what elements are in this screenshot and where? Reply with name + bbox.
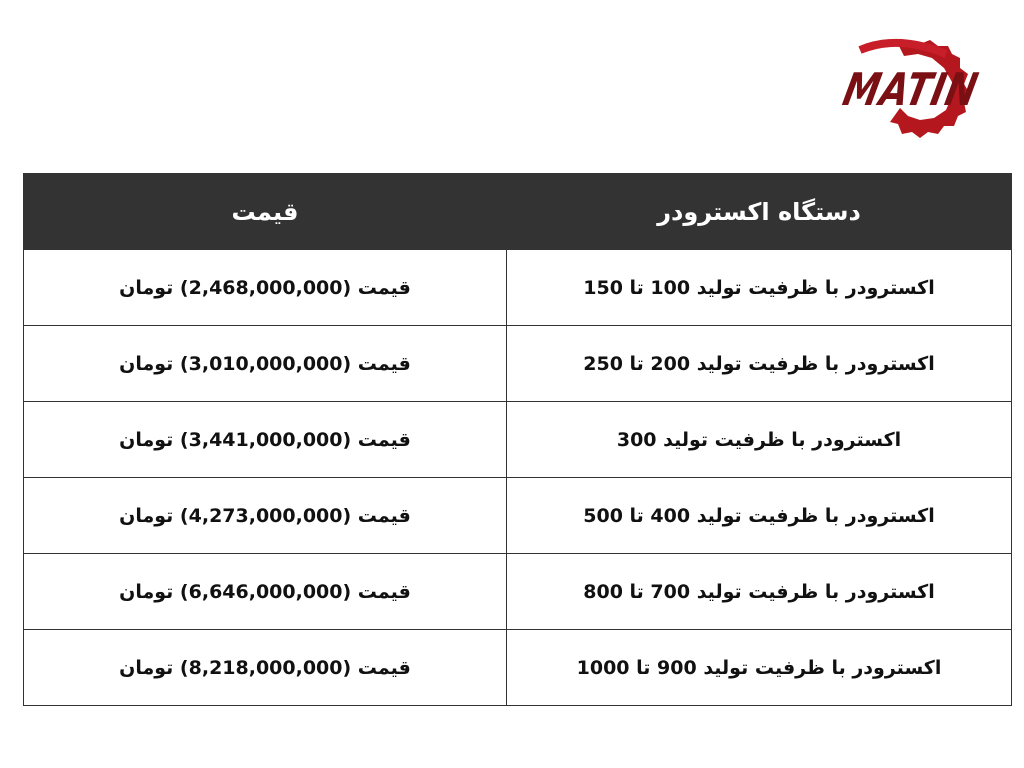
table-row: [24, 250, 1012, 326]
device-cell: اکسترودر با ظرفیت تولید 100 تا 150: [507, 250, 1012, 326]
device-cell: اکسترودر با ظرفیت تولید 900 تا 1000: [507, 630, 1012, 706]
device-cell: اکسترودر با ظرفیت تولید 700 تا 800: [507, 554, 1012, 630]
header-device: دستگاه اکسترودر: [507, 174, 1012, 250]
table-row: [24, 326, 1012, 402]
table-row: [24, 630, 1012, 706]
price-cell: قیمت (2,468,000,000) تومان: [24, 250, 507, 326]
table-row: [24, 478, 1012, 554]
device-cell: اکسترودر با ظرفیت تولید 200 تا 250: [507, 326, 1012, 402]
header-price: قیمت: [24, 174, 507, 250]
price-cell: قیمت (4,273,000,000) تومان: [24, 478, 507, 554]
price-cell: قیمت (8,218,000,000) تومان: [24, 630, 507, 706]
price-cell: قیمت (3,010,000,000) تومان: [24, 326, 507, 402]
device-cell: اکسترودر با ظرفیت تولید 300: [507, 402, 1012, 478]
matin-logo: [838, 36, 988, 154]
price-cell: قیمت (6,646,000,000) تومان: [24, 554, 507, 630]
price-cell: قیمت (3,441,000,000) تومان: [24, 402, 507, 478]
price-table: [23, 173, 1012, 706]
table-row: [24, 402, 1012, 478]
device-cell: اکسترودر با ظرفیت تولید 400 تا 500: [507, 478, 1012, 554]
table-row: [24, 554, 1012, 630]
logo-wordmark: MATIN: [838, 64, 983, 117]
table-header-row: [24, 174, 1012, 250]
